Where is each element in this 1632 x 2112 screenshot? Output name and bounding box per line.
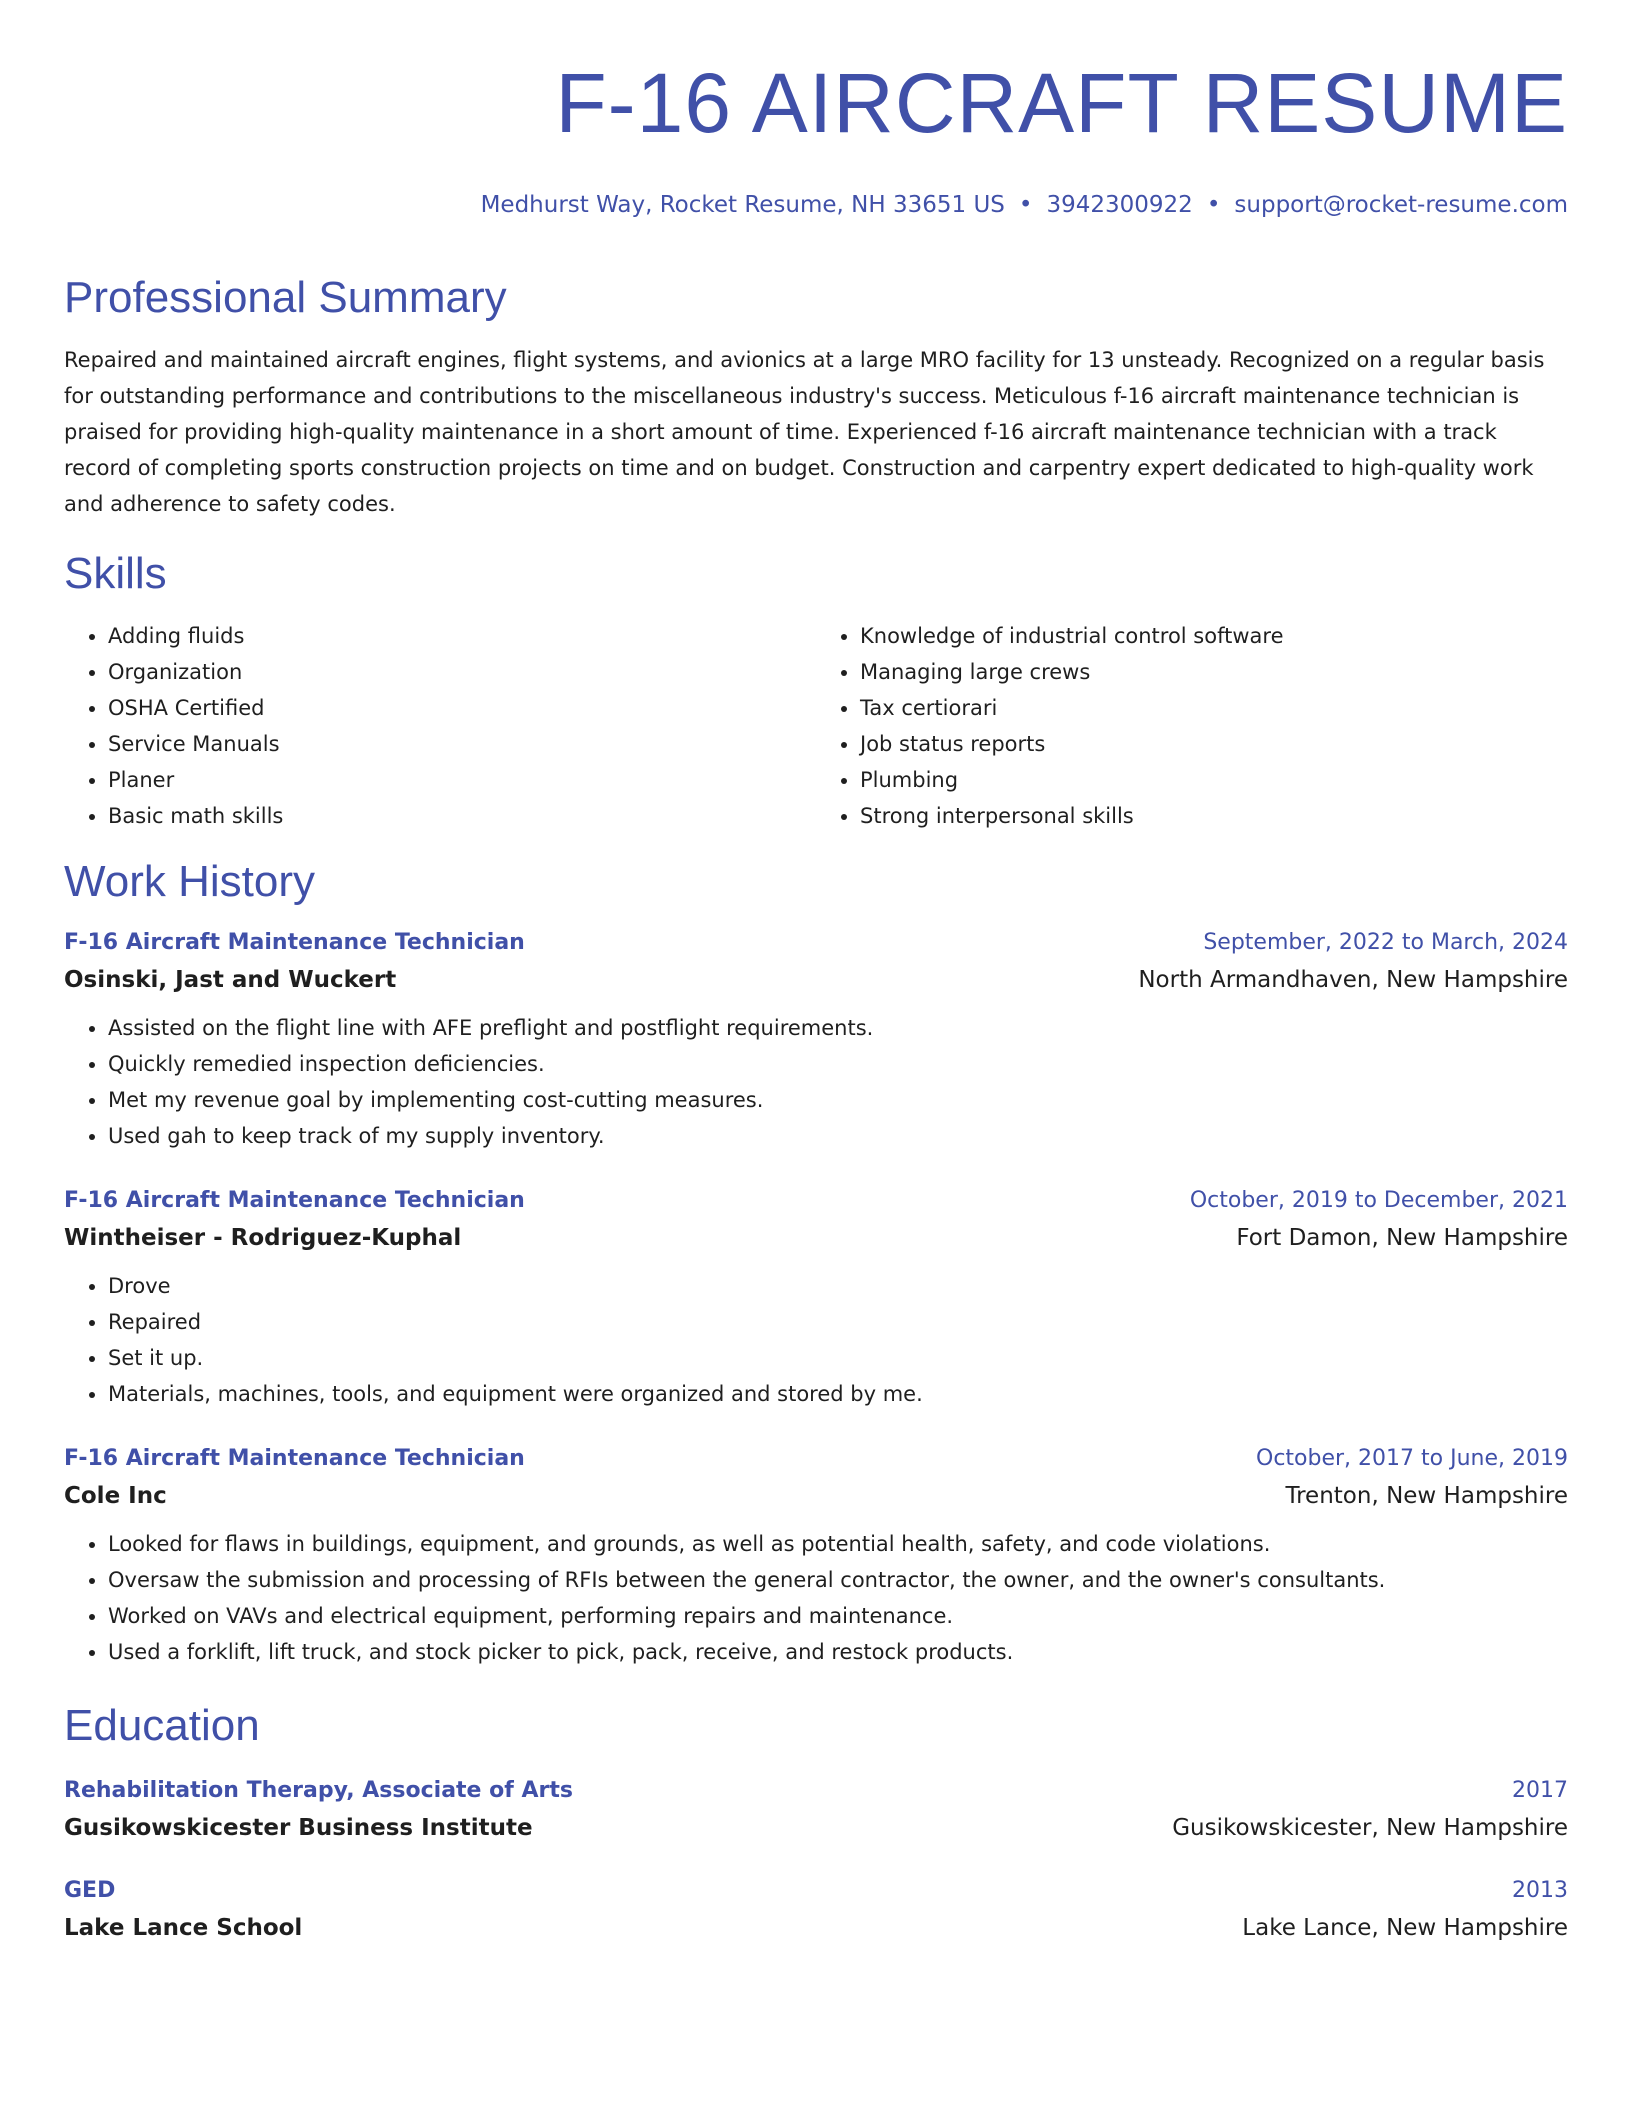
job-entry [64, 1184, 1568, 1412]
job-bullet: • Looked for flaws in buildings, equipment, and grounds, as well as potential health, safety, and code violations. [108, 1526, 1568, 1562]
skill-item: • Service Manuals [108, 726, 816, 762]
job-dates: September, 2022 to March, 2024 [1203, 930, 1568, 955]
skills-column-left [64, 618, 816, 834]
skills-list [64, 618, 1568, 834]
skill-item: • Basic math skills [108, 798, 816, 834]
skill-item: • Plumbing [860, 762, 1568, 798]
skills-heading: Skills [64, 549, 167, 598]
resume-title: F-16 AIRCRAFT RESUME [555, 56, 1568, 150]
skill-item: • Organization [108, 654, 816, 690]
job-location: Fort Damon, New Hampshire [1236, 1225, 1568, 1251]
job-title: F-16 Aircraft Maintenance Technician [64, 1188, 525, 1213]
job-bullet: • Worked on VAVs and electrical equipment, performing repairs and maintenance. [108, 1598, 1568, 1634]
education-year: 2013 [1512, 1878, 1568, 1903]
education-heading: Education [64, 1701, 260, 1750]
school-name: Lake Lance School [64, 1915, 303, 1941]
degree: Rehabilitation Therapy, Associate of Arts [64, 1778, 573, 1803]
address: Medhurst Way, Rocket Resume, NH 33651 US [480, 192, 1005, 218]
job-bullet: • Drove [108, 1268, 1568, 1304]
summary-heading: Professional Summary [64, 273, 507, 322]
job-entry [64, 1442, 1568, 1670]
job-dates: October, 2017 to June, 2019 [1256, 1446, 1568, 1471]
email-link[interactable]: support@rocket-resume.com [1234, 192, 1568, 218]
contact-separator: • [1018, 192, 1033, 218]
skill-item: • Managing large crews [860, 654, 1568, 690]
skill-item: • Job status reports [860, 726, 1568, 762]
job-bullet: • Used a forklift, lift truck, and stock picker to pick, pack, receive, and restock products. [108, 1634, 1568, 1670]
summary-text: Repaired and maintained aircraft engines, flight systems, and avionics at a large MRO facility for 13 unsteady. Recognized on a regular basis for outstanding performance and contributions to the miscellaneous industry's success. Meticulous f-16 aircraft maintenance technician is praised for providing high-quality maintenance in a short amount of time. Experienced f-16 aircraft maintenance technician with a track record of completing sports construction projects on time and on budget. Construction and carpentry expert dedicated to high-quality work and adherence to safety codes. [64, 348, 1545, 516]
job-dates: October, 2019 to December, 2021 [1189, 1188, 1568, 1213]
contact-separator: • [1206, 192, 1221, 218]
skills-column-right [816, 618, 1568, 834]
skill-item: • Knowledge of industrial control software [860, 618, 1568, 654]
company-name: Wintheiser - Rodriguez-Kuphal [64, 1225, 462, 1251]
skill-item: • Adding fluids [108, 618, 816, 654]
job-bullet: • Quickly remedied inspection deficiencies. [108, 1046, 1568, 1082]
job-bullet: • Met my revenue goal by implementing cost-cutting measures. [108, 1082, 1568, 1118]
job-location: North Armandhaven, New Hampshire [1138, 967, 1568, 993]
job-bullets [64, 1010, 1568, 1154]
education-entry [64, 1874, 1568, 1948]
company-name: Osinski, Jast and Wuckert [64, 967, 397, 993]
education-entry [64, 1774, 1568, 1848]
company-name: Cole Inc [64, 1483, 167, 1509]
job-bullet: • Set it up. [108, 1340, 1568, 1376]
job-title: F-16 Aircraft Maintenance Technician [64, 1446, 525, 1471]
phone: 3942300922 [1046, 192, 1193, 218]
job-bullets [64, 1526, 1568, 1670]
job-entry [64, 926, 1568, 1154]
degree: GED [64, 1878, 116, 1903]
school-location: Lake Lance, New Hampshire [1242, 1915, 1568, 1941]
job-bullet: • Repaired [108, 1304, 1568, 1340]
job-bullets [64, 1268, 1568, 1412]
skill-item: • OSHA Certified [108, 690, 816, 726]
job-bullet: • Oversaw the submission and processing of RFIs between the general contractor, the owner, and the owner's consultants. [108, 1562, 1568, 1598]
job-bullet: • Materials, machines, tools, and equipment were organized and stored by me. [108, 1376, 1568, 1412]
school-name: Gusikowskicester Business Institute [64, 1815, 533, 1841]
job-location: Trenton, New Hampshire [1285, 1483, 1568, 1509]
skill-item: • Tax certiorari [860, 690, 1568, 726]
education-year: 2017 [1512, 1778, 1568, 1803]
job-bullet: • Used gah to keep track of my supply inventory. [108, 1118, 1568, 1154]
school-location: Gusikowskicester, New Hampshire [1172, 1815, 1568, 1841]
contact-line [64, 190, 1568, 220]
work-history-heading: Work History [64, 857, 315, 906]
skill-item: • Planer [108, 762, 816, 798]
job-bullet: • Assisted on the flight line with AFE preflight and postflight requirements. [108, 1010, 1568, 1046]
skill-item: • Strong interpersonal skills [860, 798, 1568, 834]
job-title: F-16 Aircraft Maintenance Technician [64, 930, 525, 955]
